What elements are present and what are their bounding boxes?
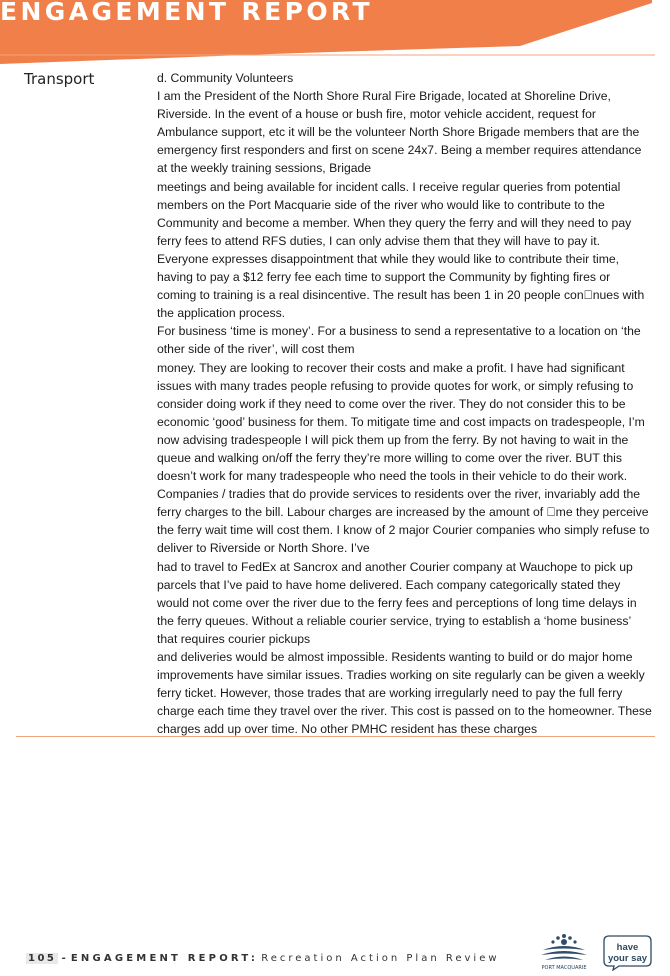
- have-your-say-line1: have: [616, 942, 639, 953]
- have-your-say-logo: [603, 935, 652, 971]
- content-divider: [16, 736, 655, 737]
- paragraph: d. Community Volunteers: [157, 71, 294, 85]
- section-label: Transport: [24, 70, 95, 88]
- council-logo-text: PORT MACQUARIE: [541, 965, 587, 971]
- paragraph: I am the President of the North Shore Rural Fire Brigade, located at Shoreline Drive, Riverside. In the event of a house or bush fire, motor vehicle accident, request for Ambulance support, etc it will be the volunteer North Shore Brigade members that are the emergency first responders and first on scene 24x7. Being a member requires attendance at the weekly training sessions, Brigade: [157, 89, 642, 176]
- paragraph: money. They are looking to recover their costs and make a profit. I have had significant issues with many trades people refusing to provide quotes for work, or simply refusing to consider doing work if they need to come over the river. They do not consider this to be economic ‘good’ business for them. To mitigate time and cost impacts on tradespeople, I’m now advising tradespeople I will pick them up from the ferry. By not having to wait in the queue and walking on/off the ferry they’re more willing to come over the river. BUT this doesn’t work for many tradespeople who need the tools in their vehicle to do their work. Companies / tradies that do provide services to residents over the river, invariably add the ferry charges to the bill. Labour charges are increased by the amount of  me they perceive the ferry wait time will cost them. I know of 2 major Courier companies who simply refuse to deliver to Riverside or North Shore. I’ve: [157, 360, 650, 556]
- have-your-say-line2: your say: [607, 953, 648, 964]
- paragraph: and deliveries would be almost impossible. Residents wanting to build or do major home improvements have similar issues. Tradies working on site regularly can be given a weekly ferry ticket. However, those trades that are working irregularly need to pay the full ferry charge each time they travel over the river. This cost is passed on to the homeowner. These charges add up over time. No other PMHC resident has these charges: [157, 650, 652, 737]
- report-title: ENGAGEMENT REPORT: [0, 0, 373, 26]
- page-number: 105: [28, 953, 57, 964]
- page-footer: [26, 953, 500, 964]
- paragraph: For business ‘time is money’. For a business to send a representative to a location on ‘the other side of the river’, will cost them: [157, 324, 641, 357]
- section-content: [157, 69, 652, 738]
- paragraph: had to travel to FedEx at Sancrox and another Courier company at Wauchope to pick up parcels that I’ve paid to have home delivered. Each company categorically stated they would not come over the river due to the ferry fees and perceptions of long time delays in the ferry queues. Without a reliable courier service, trying to establish a ‘home business’ that requires courier pickups: [157, 559, 637, 646]
- council-logo: [535, 932, 593, 970]
- council-logo-icon: [535, 932, 593, 966]
- paragraph: meetings and being available for incident calls. I receive regular queries from potential members on the Port Macquarie side of the river who would like to contribute to the Community and become a member. When they query the ferry and will they need to pay ferry fees to attend RFS duties, I can only advise them that they will have to pay it. Everyone expresses disappointment that while they would like to contribute their time, having to pay a $12 ferry fee each time to support the Community by fighting fires or coming to training is a real disincentive. The result has been 1 in 20 people con nues with the application process.: [157, 179, 645, 321]
- footer-separator: -: [61, 953, 68, 964]
- footer-report-subtitle: Recreation Action Plan Review: [261, 953, 500, 964]
- footer-report-label: ENGAGEMENT REPORT:: [70, 953, 259, 964]
- have-your-say-text: [603, 942, 652, 964]
